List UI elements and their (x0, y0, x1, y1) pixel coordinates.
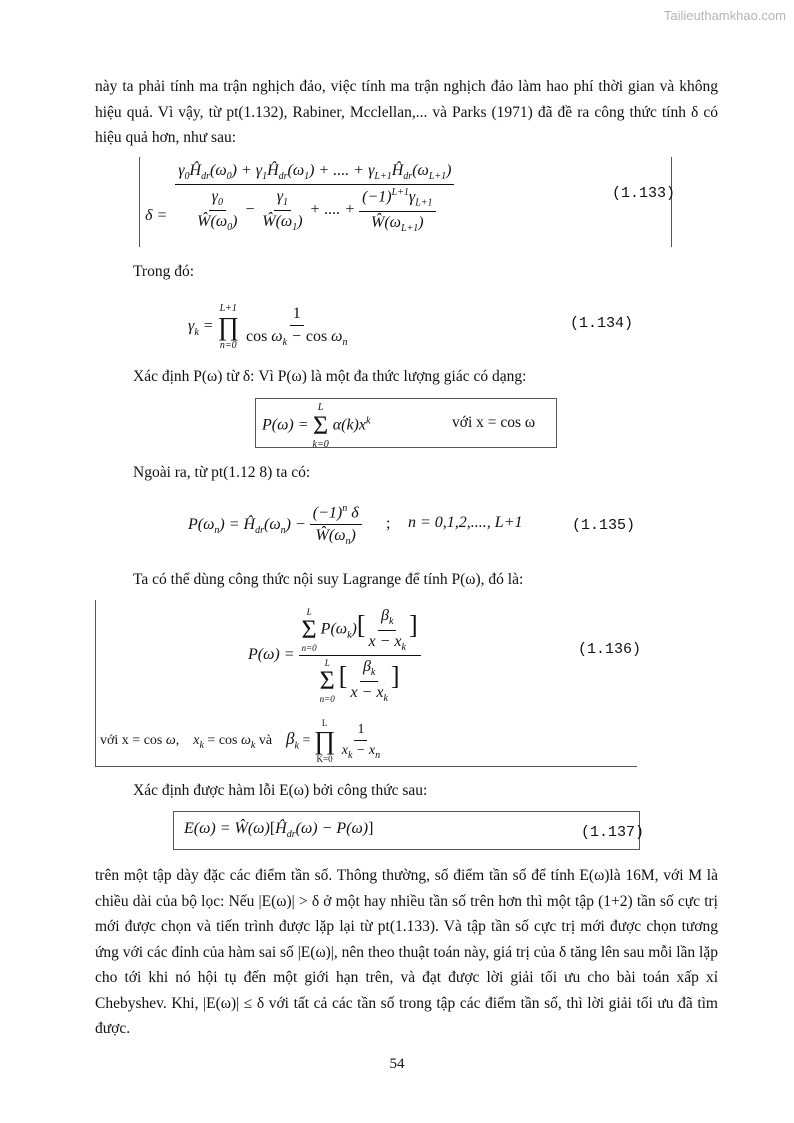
xac-dinh-p-text: Xác định P(ω) từ δ: Vì P(ω) là một đa thức lượng giác có dạng: (133, 368, 527, 385)
equation-1133: δ = $\gamma_0Ĥ_{dr}(\omega_0)$ + $\gamma_1Ĥ_{dr}(\omega_1)$ + .... + $\gamma_{L+1}Ĥ_{dr}(\omega_{L+1})$ $\frac{\gamma_0}{Ŵ(\omega_0)}$ − $\frac{\gamma_1}{Ŵ(\omega_1)}$ + .... + $\frac{(-1)^{L+1}\gamma_{L+1}}{Ŵ(\omega_{L+1})}$ (145, 162, 454, 234)
poly-condition: với x = cos ω (452, 414, 536, 431)
equation-1137: $E(\omega) = Ŵ(\omega)[Ĥ_{dr}(\omega) - P(\omega)]$ (184, 820, 374, 841)
equation-1134: $\gamma_k$ = L+1 ∏ n=0 $\frac{1}{\cos \omega_k - \cos \omega_n}$ (188, 303, 348, 351)
eq-1133-left-rule (139, 157, 140, 247)
eq-number-1136: (1.136) (578, 641, 642, 658)
eq-1133-right-rule (671, 157, 672, 247)
xac-dinh-e-text: Xác định được hàm lỗi E(ω) bởi công thức sau: (133, 782, 428, 799)
intro-paragraph: này ta phải tính ma trận nghịch đảo, việc tính ma trận nghịch đảo làm hao phí thời gian và không hiệu quả. Vì vậy, từ pt(1.132), Rabiner, Mcclellan,... và Parks (1971) đã đề ra công thức tính δ có hiệu quả hơn, như sau: (95, 78, 718, 146)
eq-1135-range: n = 0,1,2,...., L+1 (408, 514, 523, 531)
trong-do-label: Trong đó: (133, 263, 195, 280)
page-number: 54 (389, 1056, 405, 1072)
eq-1136-condition: với x = cos ω, $x_k = \cos \omega_k$ và $\beta_k$ = L ∏ K=0 $\frac{1}{x_k - x_n}$ (100, 718, 381, 764)
eq-1136-left-rule (95, 600, 96, 766)
ngoai-ra-text: Ngoài ra, từ pt(1.12 8) ta có: (133, 464, 311, 481)
lagrange-text: Ta có thể dùng công thức nội suy Lagrange để tính P(ω), đó là: (133, 571, 524, 588)
watermark: Tailieuthamkhao.com (663, 8, 786, 23)
eq-number-1135: (1.135) (572, 517, 636, 534)
eq-number-1137: (1.137) (581, 824, 645, 841)
eq-1135-separator: ; (386, 515, 391, 532)
equation-1135: $P(\omega_n)$ = $Ĥ_{dr}(\omega_n)$ − $\frac{(-1)^n \delta}{Ŵ(\omega_n)}$ (188, 503, 362, 548)
eq-1136-bottom-rule (95, 766, 637, 767)
eq-number-1134: (1.134) (570, 315, 634, 332)
poly-equation: P(ω) = L Σ k=0 $\alpha(k)x^k$ (262, 402, 371, 450)
equation-1136: P(ω) = L Σ n=0 $P(\omega_k)$[ $\frac{\beta_k}{x - x_k}$ ] L Σ n=0 [ $\frac{\beta_k}{x - x_k}$ ] (248, 607, 421, 704)
eq-number-1133: (1.133) (612, 185, 676, 202)
final-paragraph: trên một tập dày đặc các điểm tần số. Thông thường, số điểm tần số để tính E(ω)là 16M, với M là chiều dài của bộ lọc: Nếu |E(ω)| > δ ở một hay nhiều tần số trên hơn thì một tập (1+2) tần số cực trị mới được chọn và tiến trình được lặp lại từ pt(1.133). Và tập tần số cực trị mới được chọn tương ứng với các đỉnh của hàm sai số |E(ω)|, nên theo thuật toán này, giá trị của δ tăng lên sau mỗi lần lặp cho tới khi nó hội tụ đến một giới hạn trên, và đạt được lời giải tối ưu cho bài toán xấp xỉ Chebyshev. Khi, |E(ω)| ≤ δ với tất cả các tần số trong tập các điểm tần số, thì lời giải tối ưu đã tìm được. (95, 867, 718, 1037)
